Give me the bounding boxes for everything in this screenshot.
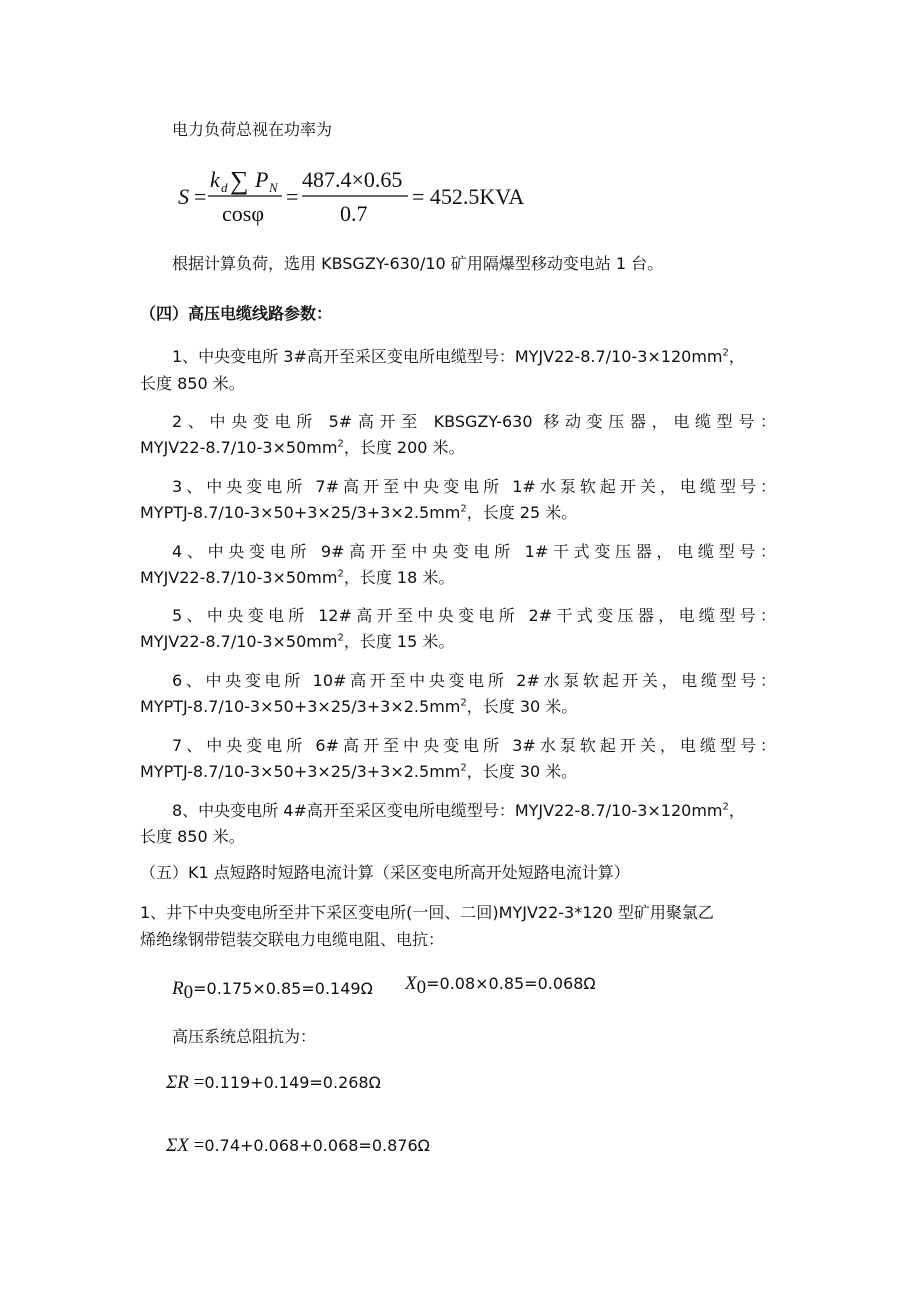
section-4-title: （四）高压电缆线路参数： [140, 304, 333, 323]
apparent-power-formula [176, 160, 536, 230]
list-item-cont: $MYJV22-8.7/10-3\times 50mm^2$，长度 200 米。 [140, 438, 465, 457]
list-item-cont: MYPTJ-$8.7/10-3\times 50+3\times 25/3+3\times 2.5mm^2$，长度 30 米。 [140, 762, 578, 781]
sum-x-equation: ΣX =0.74+0.068+0.068=0.876Ω [166, 1135, 430, 1156]
formula-sum: ∑ [230, 166, 249, 195]
list-item: 4、中央变电所 9#高开至中央变电所 1#干式变压器，电缆型号： [172, 542, 776, 561]
svg-text:=: = [286, 184, 299, 209]
svg-text:=: = [194, 184, 207, 209]
r0-equation: $R_0=0.175\times 0.85=0.149\Omega$ [172, 978, 373, 1004]
formula-result: = 452.5KVA [412, 184, 525, 209]
formula-p: P [255, 167, 269, 192]
formula-lhs: S [178, 184, 189, 209]
para-1-line-2: 烯绝缘钢带铠装交联电力电缆电阻、电抗： [140, 930, 445, 949]
formula-num2: 487.4×0.65 [302, 167, 403, 192]
x0-equation: $X_0=0.08\times 0.85=0.068\Omega$ [405, 973, 596, 999]
list-item: 1、中央变电所 3#高开至采区变电所电缆型号：$MYJV22-8.7/10-3\times 120mm^2$， [172, 347, 745, 366]
list-item: 6、中央变电所 10#高开至中央变电所 2#水泵软起开关，电缆型号： [172, 671, 776, 690]
list-item: 5、中央变电所 12#高开至中央变电所 2#干式变压器，电缆型号： [172, 606, 776, 625]
list-item: 8、中央变电所 4#高开至采区变电所电缆型号：$MYJV22-8.7/10-3\times 120mm^2$， [172, 801, 745, 820]
para-1-line-1: 1、井下中央变电所至井下采区变电所(一回、二回)MYJV22-3*120 型矿用聚氯乙 [140, 903, 714, 922]
list-item-cont: MYPTJ-$8.7/10-3\times 50+3\times 25/3+3\times 2.5mm^2$，长度 25 米。 [140, 503, 578, 522]
list-item: 2、中央变电所 5#高开至 KBSGZY-630 移动变压器，电缆型号： [172, 412, 776, 431]
section-5-title: （五）K1 点短路时短路电流计算（采区变电所高开处短路电流计算） [140, 863, 630, 882]
formula-k-sub: d [221, 180, 228, 195]
formula-k: k [210, 167, 220, 192]
list-item-cont: MYPTJ-$8.7/10-3\times 50+3\times 25/3+3\times 2.5mm^2$，长度 30 米。 [140, 697, 578, 716]
list-item-cont: 长度 850 米。 [140, 374, 245, 393]
formula-p-sub: N [269, 180, 278, 195]
selection-line: 根据计算负荷，选用 KBSGZY-630/10 矿用隔爆型移动变电站 1 台。 [172, 254, 664, 273]
sum-r-equation: ΣR =0.119+0.149=0.268Ω [166, 1072, 381, 1093]
formula-den: cosφ [222, 201, 265, 226]
list-item-cont: $MYJV22-8.7/10-3\times 50mm^2$，长度 18 米。 [140, 568, 455, 587]
intro-line: 电力负荷总视在功率为 [172, 120, 333, 139]
total-impedance-label: 高压系统总阻抗为： [172, 1027, 317, 1046]
list-item-cont: 长度 850 米。 [140, 827, 245, 846]
list-item: 3、中央变电所 7#高开至中央变电所 1#水泵软起开关，电缆型号： [172, 477, 776, 496]
formula-den2: 0.7 [340, 201, 368, 226]
list-item: 7、中央变电所 6#高开至中央变电所 3#水泵软起开关，电缆型号： [172, 736, 776, 755]
list-item-cont: $MYJV22-8.7/10-3\times 50mm^2$，长度 15 米。 [140, 632, 455, 651]
